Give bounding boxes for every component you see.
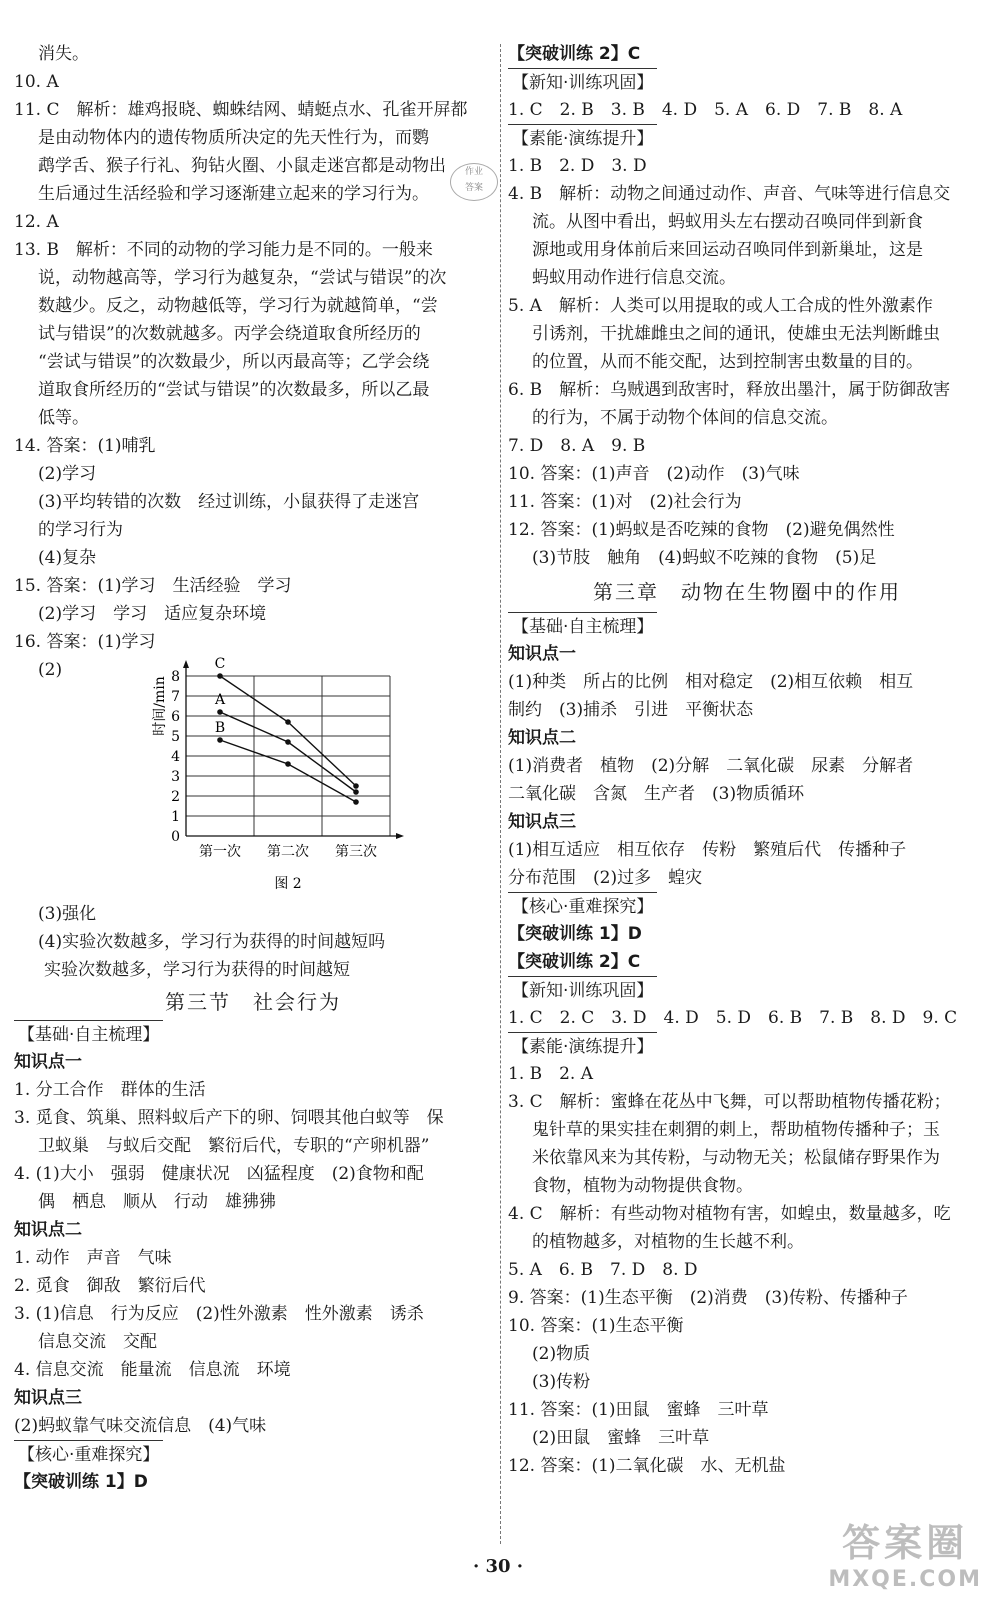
data-point-C (217, 673, 223, 679)
x-tick-label: 第二次 (267, 844, 309, 860)
subheading: 知识点二 (14, 1220, 82, 1240)
x-tick-label: 第一次 (199, 844, 241, 860)
answer-line: 1. C 2. B 3. B 4. D 5. A 6. D 7. B 8. A (508, 100, 903, 120)
y-tick-label: 4 (171, 749, 180, 765)
answer-line: 4. C 解析：有些动物对植物有害，如蝗虫，数量越多，吃 (508, 1204, 951, 1224)
answer-line: 制约 (3)捕杀 引进 平衡状态 (508, 700, 754, 720)
answer-line: 生后通过生活经验和学习逐渐建立起来的学习行为。 (38, 184, 429, 204)
answer-line: 15. 答案：(1)学习 生活经验 学习 (14, 576, 292, 596)
answer-line: (4)复杂 (38, 548, 97, 568)
y-tick-label: 3 (171, 769, 180, 785)
data-point-B (217, 737, 223, 743)
y-tick-label: 7 (171, 689, 180, 705)
answer-line: 11. 答案：(1)田鼠 蜜蜂 三叶草 (508, 1400, 769, 1420)
y-tick-label: 5 (171, 729, 180, 745)
answer-line: 实验次数越多，学习行为获得的时间越短 (44, 960, 350, 980)
section-tag-label: 【素能·演练提升】 (508, 1032, 657, 1060)
answer-line: 蚂蚁用动作进行信息交流。 (532, 268, 736, 288)
series-label-B: B (214, 720, 226, 736)
subheading: 知识点一 (508, 644, 576, 664)
stamp-mark: 作业 答案 (450, 163, 498, 201)
answer-line: (2)蚂蚁靠气味交流信息 (4)气味 (14, 1416, 267, 1436)
answer-line: 信息交流 交配 (38, 1332, 157, 1352)
answer-line: 4. 信息交流 能量流 信息流 环境 (14, 1360, 291, 1380)
answer-line: 流。从图中看出，蚂蚁用头左右摆动召唤同伴到新食 (532, 212, 923, 232)
series-line-C (220, 676, 356, 786)
left-column (14, 40, 492, 1496)
data-point-B (285, 761, 291, 767)
subheading: 知识点三 (508, 812, 576, 832)
left-section-content (14, 1020, 492, 1496)
line-chart (134, 656, 404, 900)
y-tick-label: 0 (171, 829, 180, 845)
right-answers (508, 40, 986, 572)
y-tick-label: 6 (171, 709, 180, 725)
answer-line: 11. C 解析：雄鸡报晓、蜘蛛结网、蜻蜓点水、孔雀开屏都 (14, 100, 468, 120)
answer-line: 2. 觅食 御敌 繁衍后代 (14, 1276, 206, 1296)
answer-line: 卫蚁巢 与蚁后交配 繁衍后代，专职的“产卵机器” (38, 1136, 430, 1156)
answer-line: 12. 答案：(1)二氧化碳 水、无机盐 (508, 1456, 786, 1476)
section-tag-label: 【新知·训练巩固】 (508, 68, 657, 96)
answer-line: 12. A (14, 212, 59, 232)
x-axis-arrow (396, 833, 404, 839)
y-tick-label: 2 (171, 789, 180, 805)
series-label-A: A (214, 692, 226, 708)
answer-line: 是由动物体内的遗传物质所决定的先天性行为，而鹦 (38, 128, 429, 148)
figure-caption: 图 2 (274, 876, 302, 892)
answer-line: (1)种类 所占的比例 相对稳定 (2)相互依赖 相互 (508, 672, 914, 692)
answer-line: 试与错误”的次数就越多。丙学会绕道取食所经历的 (38, 324, 421, 344)
subheading: 【突破训练 1】D (14, 1472, 148, 1492)
answer-line: 的植物越多，对植物的生长越不利。 (532, 1232, 804, 1252)
section-tag (14, 1020, 492, 1048)
subheading: 【突破训练 2】C (508, 952, 641, 972)
answer-line: 食物，植物为动物提供食物。 (532, 1176, 753, 1196)
answer-line: 6. B 解析：乌贼遇到敌害时，释放出墨汁，属于防御敌害 (508, 380, 951, 400)
answer-line: 5. A 6. B 7. D 8. D (508, 1260, 698, 1280)
answer-line: 消失。 (38, 44, 89, 64)
section-tag (508, 976, 986, 1004)
answer-line: 二氧化碳 含氮 生产者 (3)物质循环 (508, 784, 805, 804)
answer-line: (2)田鼠 蜜蜂 三叶草 (532, 1428, 710, 1448)
answer-line: 16. 答案：(1)学习 (14, 632, 156, 652)
section-tag-label: 【基础·自主梳理】 (14, 1020, 163, 1048)
section-tag-label: 【核心·重难探究】 (508, 892, 657, 920)
answer-line: (2)物质 (532, 1344, 591, 1364)
answer-line: 14. 答案：(1)哺乳 (14, 436, 156, 456)
answer-line: (1)相互适应 相互依存 传粉 繁殖后代 传播种子 (508, 840, 907, 860)
section-tag-label: 【素能·演练提升】 (508, 124, 657, 152)
answer-line: (2)学习 (38, 464, 97, 484)
left-answers (14, 40, 492, 656)
answer-line: 13. B 解析：不同的动物的学习能力是不同的。一般来 (14, 240, 433, 260)
answer-line: 4. (1)大小 强弱 健康状况 凶猛程度 (2)食物和配 (14, 1164, 424, 1184)
section-tag (508, 612, 986, 640)
answer-line: 分布范围 (2)过多 蝗灾 (508, 868, 703, 888)
answer-line: 4. B 解析：动物之间通过动作、声音、气味等进行信息交 (508, 184, 951, 204)
answer-line: 的行为，不属于动物个体间的信息交流。 (532, 408, 838, 428)
answer-line: (4)实验次数越多，学习行为获得的时间越短吗 (38, 932, 386, 952)
answer-line: (3)传粉 (532, 1372, 591, 1392)
answer-line: 7. D 8. A 9. B (508, 436, 646, 456)
series-label-C: C (214, 656, 226, 672)
section-tag-label: 【新知·训练巩固】 (508, 976, 657, 1004)
answer-line: 10. 答案：(1)生态平衡 (508, 1316, 684, 1336)
answer-line: 10. A (14, 72, 59, 92)
answer-line: 道取食所经历的“尝试与错误”的次数最多，所以乙最 (38, 380, 430, 400)
y-tick-label: 8 (171, 669, 180, 685)
data-point-C (353, 783, 359, 789)
subheading: 【突破训练 2】C (508, 44, 641, 64)
answer-line: 引诱剂，干扰雄雌虫之间的通讯，使雄虫无法判断雌虫 (532, 324, 940, 344)
y-tick-label: 1 (171, 809, 180, 825)
answer-line: 鹉学舌、猴子行礼、狗钻火圈、小鼠走迷宫都是动物出 (38, 156, 446, 176)
answer-line: (3)节肢 触角 (4)蚂蚁不吃辣的食物 (5)足 (532, 548, 877, 568)
y-axis-label: 时间/min (152, 676, 168, 736)
chapter-heading: 第三章 动物在生物圈中的作用 (593, 580, 901, 604)
answer-line: 3. C 解析：蜜蜂在花丛中飞舞，可以帮助植物传播花粉； (508, 1092, 951, 1112)
answer-line: 10. 答案：(1)声音 (2)动作 (3)气味 (508, 464, 800, 484)
y-axis-arrow (183, 660, 189, 668)
answer-line: 数越少。反之，动物越低等，学习行为就越简单，“尝 (38, 296, 438, 316)
answer-line: 1. B 2. A (508, 1064, 594, 1084)
answer-line: 12. 答案：(1)蚂蚁是否吃辣的食物 (2)避免偶然性 (508, 520, 895, 540)
answer-line: 源地或用身体前后来回运动召唤同伴到新巢址，这是 (532, 240, 923, 260)
subheading: 知识点一 (14, 1052, 82, 1072)
data-point-A (285, 739, 291, 745)
section-tag-label: 【核心·重难探究】 (14, 1440, 163, 1468)
answer-line: 1. B 2. D 3. D (508, 156, 647, 176)
watermark-logo: 答案圈 MXQE.COM (828, 1521, 982, 1592)
subheading: 知识点二 (508, 728, 576, 748)
section-tag (508, 1032, 986, 1060)
section-tag (14, 1440, 492, 1468)
data-point-A (217, 709, 223, 715)
answer-line: (1)消费者 植物 (2)分解 二氧化碳 尿素 分解者 (508, 756, 914, 776)
subheading: 【突破训练 1】D (508, 924, 642, 944)
answer-line: (3)强化 (38, 904, 97, 924)
answer-line: 9. 答案：(1)生态平衡 (2)消费 (3)传粉、传播种子 (508, 1288, 908, 1308)
answer-line: 3. 觅食、筑巢、照料蚁后产下的卵、饲喂其他白蚁等 保 (14, 1108, 444, 1128)
column-divider (500, 44, 501, 1544)
data-point-B (353, 799, 359, 805)
section-tag (508, 124, 986, 152)
answer-line: 3. (1)信息 行为反应 (2)性外激素 性外激素 诱杀 (14, 1304, 424, 1324)
data-point-A (353, 789, 359, 795)
series-line-B (220, 740, 356, 802)
answer-line: (3)平均转错的次数 经过训练，小鼠获得了走迷宫 (38, 492, 420, 512)
section-tag (508, 892, 986, 920)
section-tag (508, 68, 986, 96)
answer-line: (2)学习 学习 适应复杂环境 (38, 604, 267, 624)
page-number: · 30 · (472, 1556, 524, 1577)
answer-line: 的学习行为 (38, 520, 123, 540)
x-tick-label: 第三次 (335, 844, 377, 860)
right-column (508, 40, 986, 1480)
answer-line: 米依靠风来为其传粉，与动物无关；松鼠储存野果作为 (532, 1148, 940, 1168)
answer-line: “尝试与错误”的次数最少，所以丙最高等；乙学会绕 (38, 352, 430, 372)
left-answers-continued (14, 900, 492, 984)
answer-line: 1. C 2. C 3. D 4. D 5. D 6. B 7. B 8. D 9. C (508, 1008, 958, 1028)
answer-line: 偶 栖息 顺从 行动 雄狒狒 (38, 1192, 276, 1212)
answer-line: 说，动物越高等，学习行为越复杂，“尝试与错误”的次 (38, 268, 447, 288)
figure-part-label: (2) (38, 660, 63, 680)
answer-line: 11. 答案：(1)对 (2)社会行为 (508, 492, 742, 512)
answer-line: 1. 动作 声音 气味 (14, 1248, 172, 1268)
answer-line: 1. 分工合作 群体的生活 (14, 1080, 206, 1100)
answer-line: 鬼针草的果实挂在刺猬的刺上，帮助植物传播种子；玉 (532, 1120, 940, 1140)
subheading: 知识点三 (14, 1388, 82, 1408)
right-chapter-content (508, 612, 986, 1480)
answer-line: 的位置，从而不能交配，达到控制害虫数量的目的。 (532, 352, 923, 372)
answer-line: 5. A 解析：人类可以用提取的或人工合成的性外激素作 (508, 296, 933, 316)
figure-2 (14, 656, 492, 900)
answer-line: 低等。 (38, 408, 89, 428)
section-heading: 第三节 社会行为 (165, 990, 341, 1014)
section-tag-label: 【基础·自主梳理】 (508, 612, 657, 640)
data-point-C (285, 719, 291, 725)
